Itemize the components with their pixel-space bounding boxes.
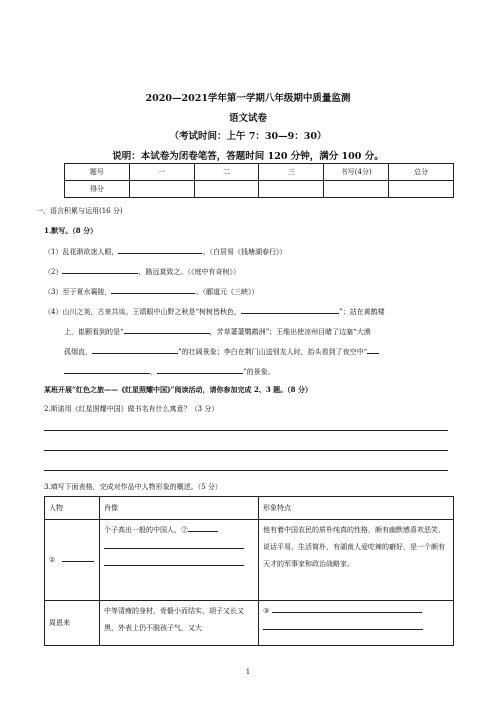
exam-title: 2020—2021学年第一学期八年级期中质量监测 (145, 93, 351, 104)
answer-blank[interactable] (104, 540, 244, 549)
score-cell[interactable] (389, 181, 454, 198)
question-1-1: （1）乱花渐欲迷人眼， 。（白居易《钱塘湖春行》） (44, 245, 286, 257)
score-header-cell: 题号 (65, 164, 130, 181)
answer-line[interactable] (44, 430, 448, 431)
answer-blank[interactable] (62, 265, 138, 274)
column-header: 人物 (45, 497, 100, 520)
portrait-cell: 中等清瘦的身材，骨骼小而结实，胡子又长又黑，外表上仍不脱孩子气，又大 (100, 601, 259, 646)
character-table (44, 496, 454, 646)
answer-blank[interactable] (272, 604, 422, 613)
answer-blank[interactable] (64, 365, 150, 374)
answer-blank[interactable] (263, 621, 423, 630)
answer-blank[interactable] (124, 325, 210, 334)
answer-line[interactable] (44, 450, 448, 451)
traits-cell: ③ (259, 601, 454, 646)
score-cell[interactable] (129, 181, 194, 198)
question-1: 1.默写。（8 分） (44, 226, 98, 235)
table-row (45, 520, 454, 601)
score-row-label: 得分 (65, 181, 130, 198)
answer-blank[interactable] (92, 345, 178, 354)
section-heading: 一、语言积累与运用(16 分) (36, 207, 123, 215)
answer-blank[interactable] (188, 523, 218, 532)
score-cell[interactable] (324, 181, 389, 198)
exam-subject: 语文试卷 (228, 113, 267, 124)
question-3: 3.填写下面表格，完成对作品中人物形象的概述。（5 分） (44, 483, 222, 491)
question-1-4: （4）山川之美，古来共谈。王绩眼中山野之秋是“树树皆秋色， ”；站在黄鹤楼 (44, 305, 385, 317)
portrait-cell: 个子高出一般的中国人，② (100, 520, 259, 601)
exam-instructions: 说明：本试卷为闭卷笔答，答题时间 120 分钟，满分 100 分。 (112, 151, 384, 162)
table-row (45, 601, 454, 646)
question-1-4-line2: 上，崔颢看到的是“ ，芳草萋萋鹦鹉洲”；王维出使凉州目睹了边塞“大漠 (64, 325, 371, 337)
answer-blank[interactable] (62, 553, 94, 562)
score-header-cell: 书写(4分) (324, 164, 389, 181)
answer-blank[interactable] (111, 285, 195, 294)
answer-blank[interactable] (104, 557, 244, 566)
score-header-cell: 三 (259, 164, 324, 181)
answer-blank[interactable] (118, 245, 202, 254)
person-cell: ① (45, 520, 100, 601)
question-1-4-line4: ， ”的景象。 (64, 365, 275, 377)
exam-time: （考试时间：上午 7：30—9：30） (169, 131, 327, 142)
page-number: 1 (245, 668, 251, 676)
score-header-cell: 二 (194, 164, 259, 181)
score-header-cell: 总分 (389, 164, 454, 181)
person-cell: 周恩来 (45, 601, 100, 646)
question-2: 2.斯诺用《红星照耀中国》做书名有什么寓意？（3 分） (44, 405, 219, 413)
answer-blank[interactable] (157, 365, 243, 374)
score-header-cell: 一 (129, 164, 194, 181)
answer-line[interactable] (44, 470, 448, 471)
reading-activity-intro: 某班开展“红色之旅——《红星照耀中国》”阅读活动，请你参加完成 2、3 题。（8 分） (44, 385, 312, 394)
question-1-3: （3）至于夏水襄陵， 。（郦道元《三峡》） (44, 285, 258, 297)
score-table (64, 163, 454, 198)
score-cell[interactable] (259, 181, 324, 198)
answer-blank[interactable] (241, 305, 339, 314)
answer-blank[interactable] (367, 345, 379, 354)
traits-cell: 他有着中国农民的质朴纯真的性格，颇有幽默感喜欢恶笑，说话平易，生活简朴，有湖南人爱吃辣的癖好，是一个颇有天才的军事家和政治战略家。 (259, 520, 454, 601)
column-header: 肖像 (100, 497, 259, 520)
score-cell[interactable] (194, 181, 259, 198)
question-1-4-line3: 孤烟直， ”的壮阔景象；李白在荆门山送别友人时，抬头看到了夜空中“ (64, 345, 379, 357)
question-1-2: （2） ，路远莫致之。（《庭中有奇树》） (44, 265, 240, 277)
column-header: 形象特点 (259, 497, 454, 520)
